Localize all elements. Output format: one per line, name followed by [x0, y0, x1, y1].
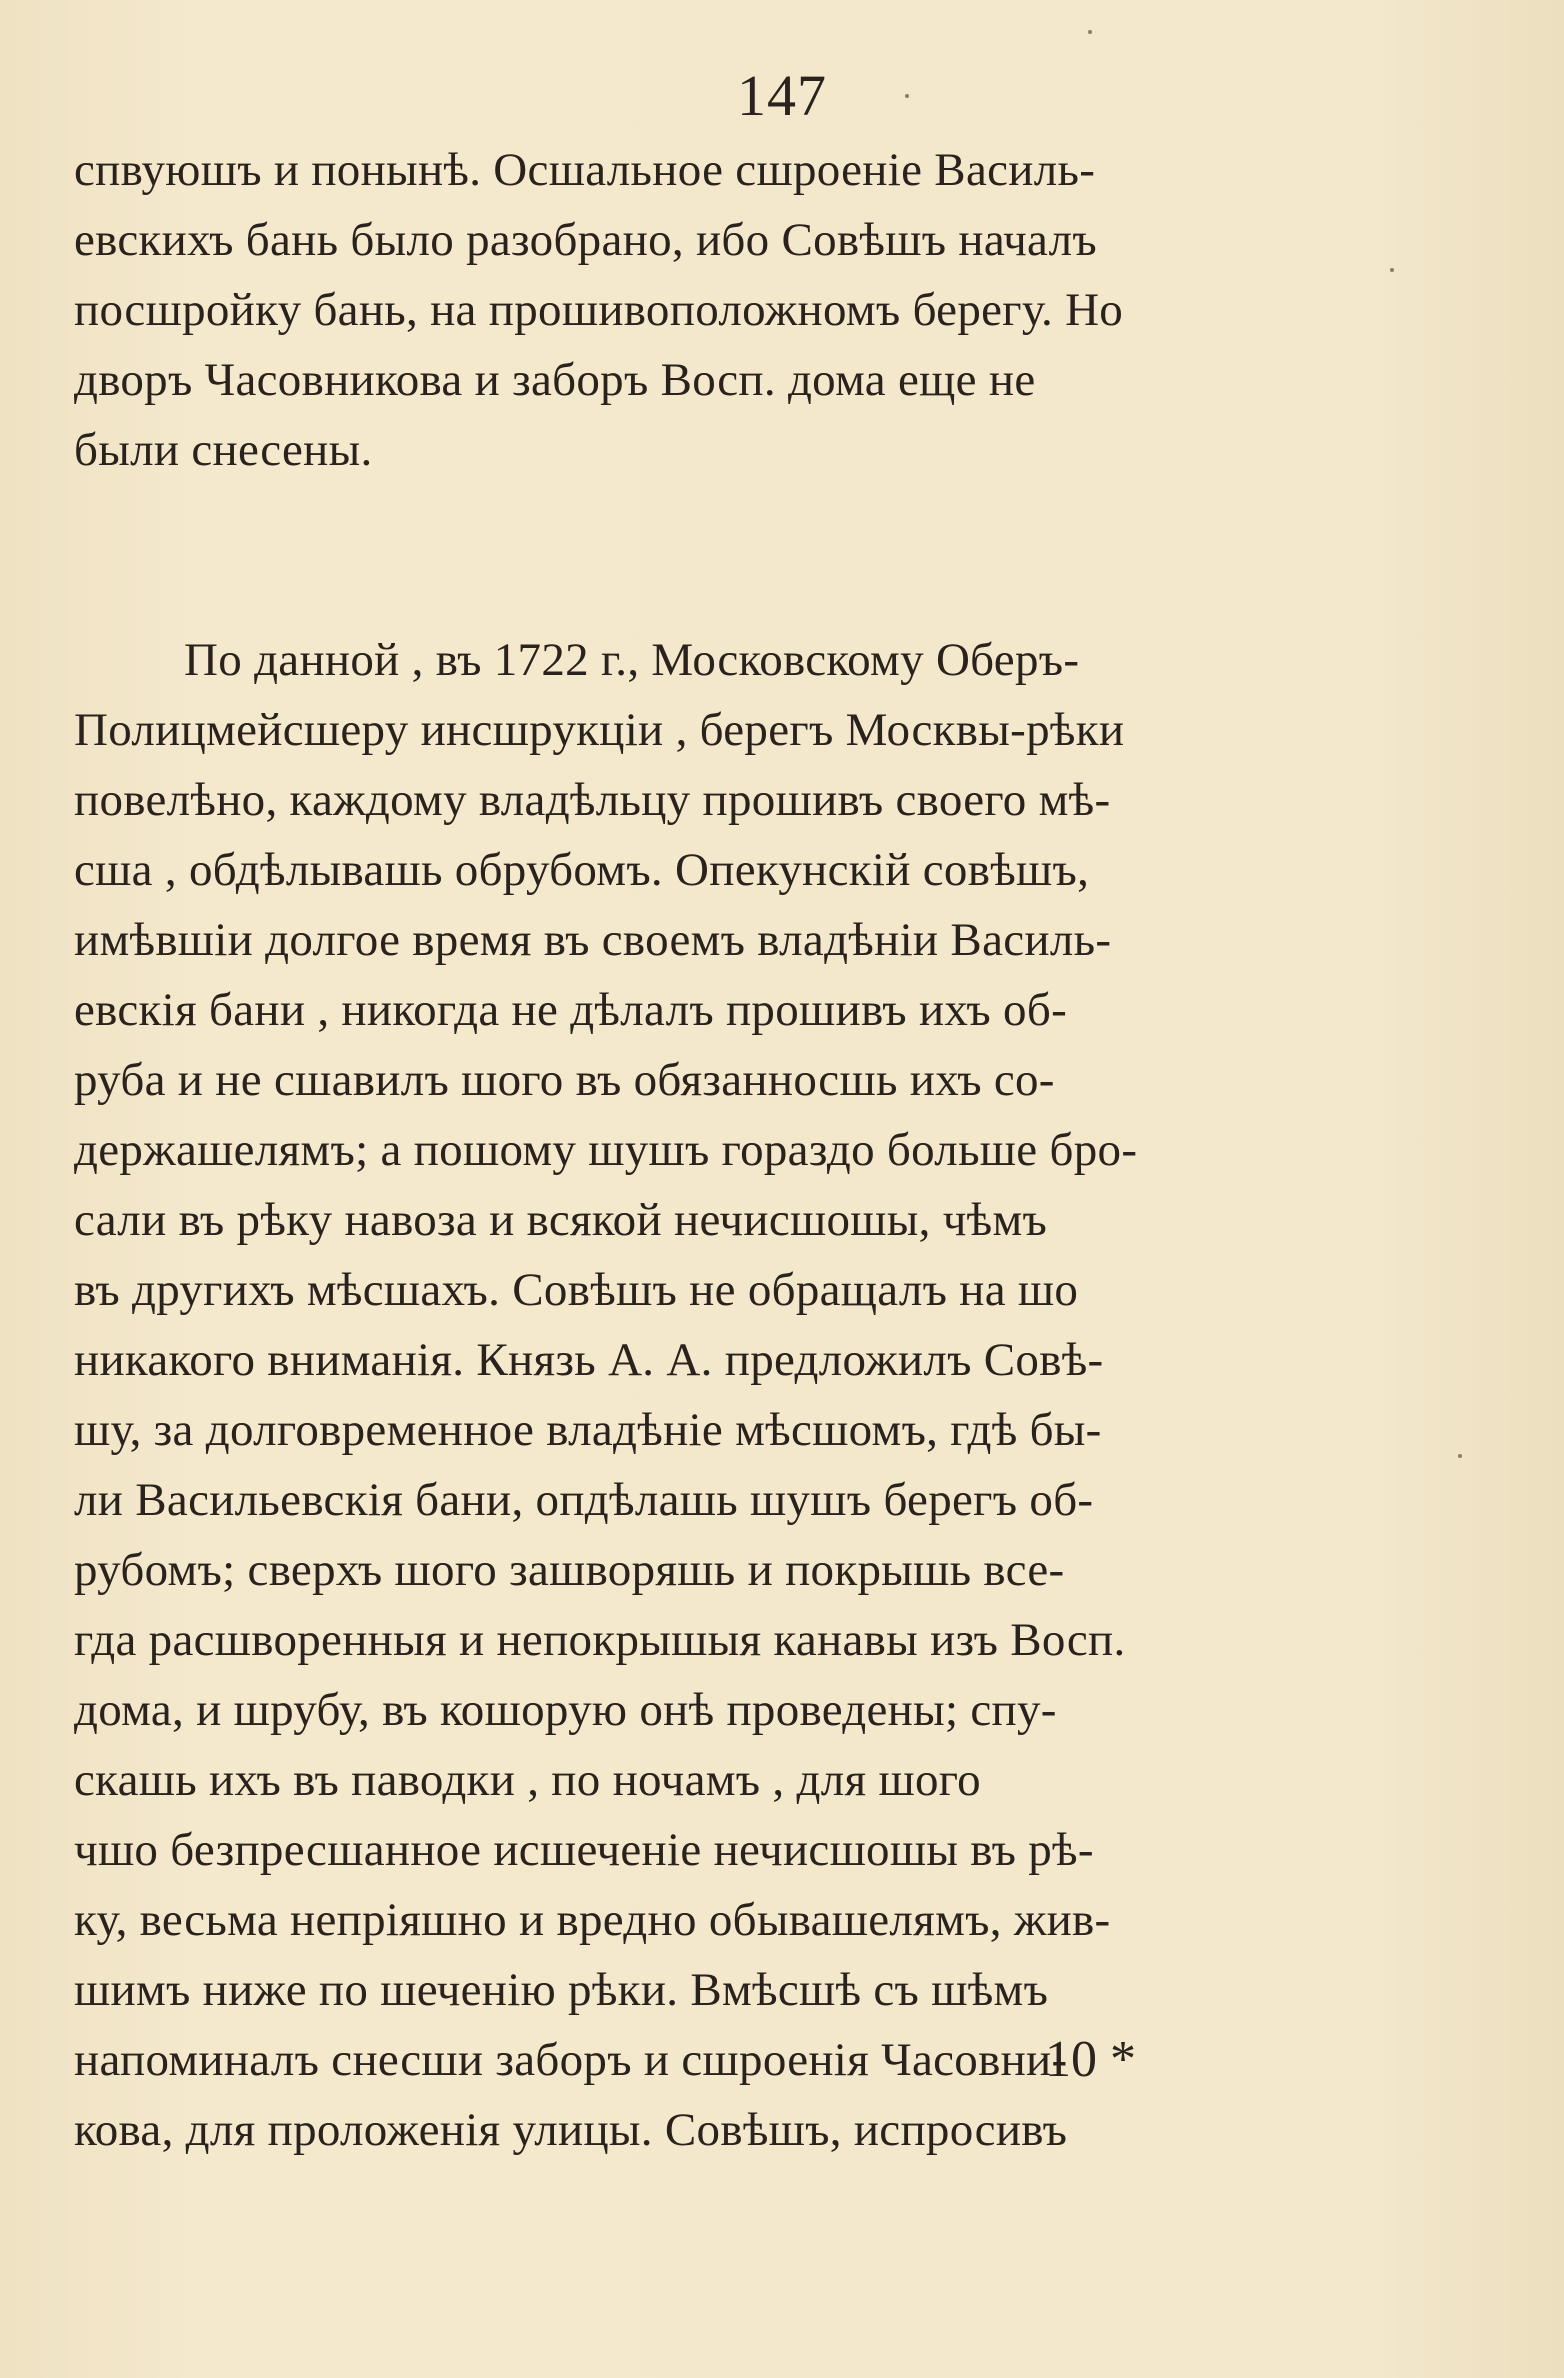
text-line: гда расшворенныя и непокрышыя канавы изъ Восп.	[74, 1614, 1126, 1666]
text-line: сша , обдѣлывашь обрубомъ. Опекунскій совѣшъ,	[74, 844, 1090, 896]
paper-speck	[1390, 268, 1394, 272]
text-line: По данной , въ 1722 г., Московскому Оберъ-	[184, 634, 1080, 686]
text-line: въ другихъ мѣсшахъ. Совѣшъ не обращалъ на шо	[74, 1264, 1079, 1316]
paragraph	[74, 625, 1364, 2165]
text-line: евскія бани , никогда не дѣлалъ прошивъ ихъ об-	[74, 984, 1068, 1036]
signature-mark: 10 *	[1045, 2031, 1136, 2088]
text-line: держашелямъ; а пошому шушъ гораздо больше бро-	[74, 1124, 1138, 1176]
text-line: кова, для проложенія улицы. Совѣшъ, испросивъ	[74, 2104, 1068, 2156]
text-line: ку, весьма непріяшно и вредно обывашелямъ, жив-	[74, 1894, 1111, 1946]
text-line: сали въ рѣку навоза и всякой нечисшошы, чѣмъ	[74, 1194, 1048, 1246]
text-line: шимъ ниже по шеченію рѣки. Вмѣсшѣ съ шѣмъ	[74, 1964, 1049, 2016]
text-line: дворъ Часовникова и заборъ Восп. дома еще не	[74, 354, 1036, 406]
paper-speck	[1458, 1454, 1462, 1458]
text-line: напоминалъ снесши заборъ и сшроенія Часовни-	[74, 2034, 1068, 2086]
paper-speck	[1088, 30, 1092, 34]
text-line: скашь ихъ въ паводки , по ночамъ , для шого	[74, 1754, 981, 1806]
text-line: руба и не сшавилъ шого въ обязанносшь ихъ со-	[74, 1054, 1055, 1106]
paragraph-spacer	[74, 485, 1364, 625]
paragraph	[74, 135, 1364, 485]
text-line: ли Васильевскія бани, опдѣлашь шушъ берегъ об-	[74, 1474, 1094, 1526]
text-line: были снесены.	[74, 424, 373, 476]
text-line: евскихъ бань было разобрано, ибо Совѣшъ началъ	[74, 214, 1097, 266]
text-line: имѣвшіи долгое время въ своемъ владѣніи Василь-	[74, 914, 1112, 966]
paper-speck	[905, 94, 909, 98]
text-line: дома, и шрубу, въ кошорую онѣ проведены; спу-	[74, 1684, 1057, 1736]
text-line: шу, за долговременное владѣніе мѣсшомъ, гдѣ бы-	[74, 1404, 1102, 1456]
body-text	[74, 135, 1364, 2165]
text-line: посшройку бань, на прошивоположномъ берегу. Но	[74, 284, 1124, 336]
text-line: рубомъ; сверхъ шого зашворяшь и покрышь все-	[74, 1544, 1065, 1596]
text-line: никакого вниманія. Князь А. А. предложилъ Совѣ-	[74, 1334, 1104, 1386]
text-line: спвуюшъ и понынѣ. Осшальное сшроеніе Василь-	[74, 144, 1096, 196]
text-line: повелѣно, каждому владѣльцу прошивъ своего мѣ-	[74, 774, 1111, 826]
text-line: чшо безпресшанное исшеченіе нечисшошы въ рѣ-	[74, 1824, 1094, 1876]
text-line: Полицмейсшеру инсшрукціи , берегъ Москвы-рѣки	[74, 704, 1125, 756]
page-number: 147	[737, 63, 827, 128]
